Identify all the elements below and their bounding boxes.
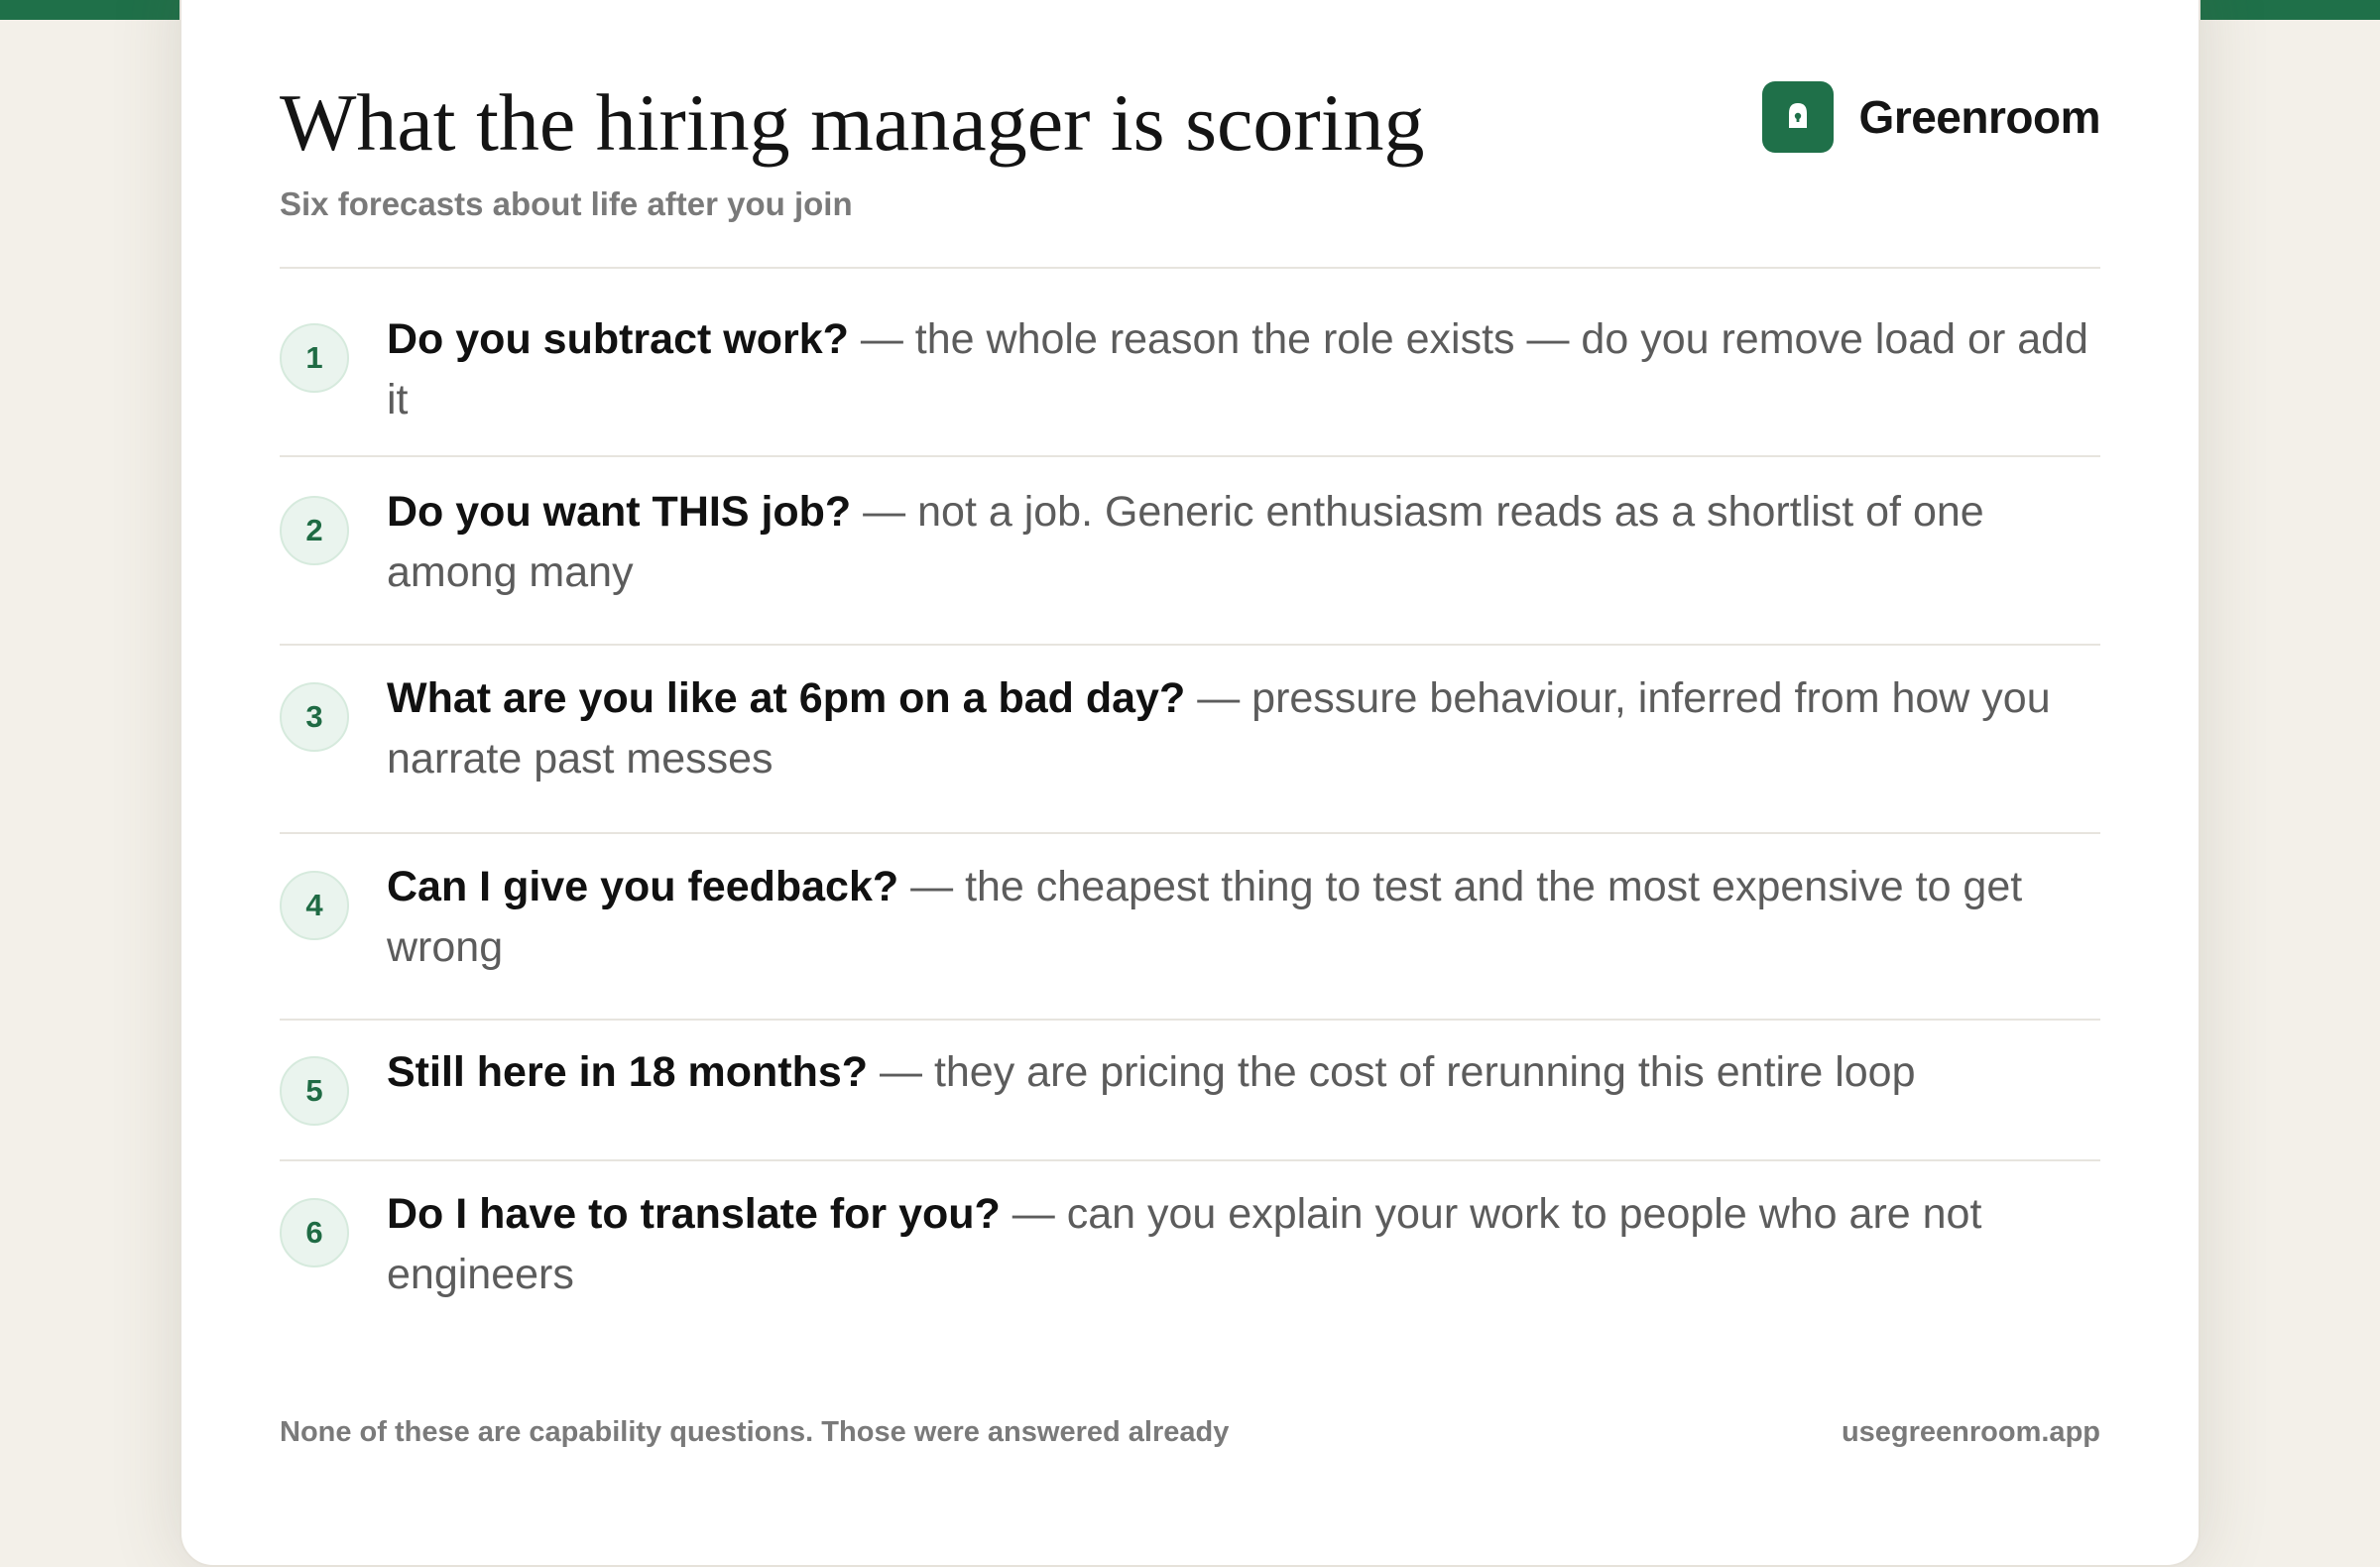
footer-note: None of these are capability questions. Those were answered already xyxy=(280,1416,1230,1448)
list-item xyxy=(280,1161,2100,1350)
item-text xyxy=(387,1184,2100,1305)
item-detail: the whole reason the role exists — do you remove load or add it xyxy=(387,315,2088,423)
item-question: Do you subtract work? xyxy=(387,315,849,363)
list-item xyxy=(280,834,2100,1021)
page-subtitle: Six forecasts about life after you join xyxy=(280,185,853,222)
lock-icon xyxy=(1762,81,1834,153)
item-separator: — xyxy=(1197,674,1241,722)
item-text xyxy=(387,309,2100,430)
list-item xyxy=(280,646,2100,834)
item-detail: they are pricing the cost of rerunning this entire loop xyxy=(933,1048,1916,1096)
item-separator: — xyxy=(1012,1190,1055,1238)
item-question: Do I have to translate for you? xyxy=(387,1190,1001,1238)
list-item xyxy=(280,457,2100,646)
item-question: Still here in 18 months? xyxy=(387,1048,869,1096)
item-separator: — xyxy=(910,863,954,910)
card-header xyxy=(280,71,2100,268)
item-text xyxy=(387,482,2100,603)
page-title: What the hiring manager is scoring xyxy=(280,77,1425,168)
footer-url: usegreenroom.app xyxy=(1841,1416,2100,1448)
item-number: 6 xyxy=(280,1198,349,1267)
brand-name: Greenroom xyxy=(1858,91,2100,143)
item-number: 4 xyxy=(280,871,349,940)
item-detail: can you explain your work to people who are not engineers xyxy=(387,1190,1982,1298)
item-number: 3 xyxy=(280,682,349,752)
item-separator: — xyxy=(860,315,903,363)
item-text xyxy=(387,1042,2100,1103)
card-footer xyxy=(280,1410,2100,1454)
item-number: 1 xyxy=(280,323,349,393)
item-question: Can I give you feedback? xyxy=(387,863,899,910)
item-text xyxy=(387,668,2100,789)
forecast-list xyxy=(280,269,2100,1350)
item-question: What are you like at 6pm on a bad day? xyxy=(387,674,1186,722)
item-number: 2 xyxy=(280,496,349,565)
item-text xyxy=(387,857,2100,978)
brand xyxy=(1762,81,2100,153)
item-detail: not a job. Generic enthusiasm reads as a shortlist of one among many xyxy=(387,488,1984,596)
item-question: Do you want THIS job? xyxy=(387,488,852,536)
list-item xyxy=(280,269,2100,457)
item-number: 5 xyxy=(280,1056,349,1126)
item-separator: — xyxy=(879,1048,922,1096)
item-detail: pressure behaviour, inferred from how you narrate past messes xyxy=(387,674,2051,783)
list-item xyxy=(280,1021,2100,1161)
item-detail: the cheapest thing to test and the most expensive to get wrong xyxy=(387,863,2023,971)
item-separator: — xyxy=(863,488,906,536)
